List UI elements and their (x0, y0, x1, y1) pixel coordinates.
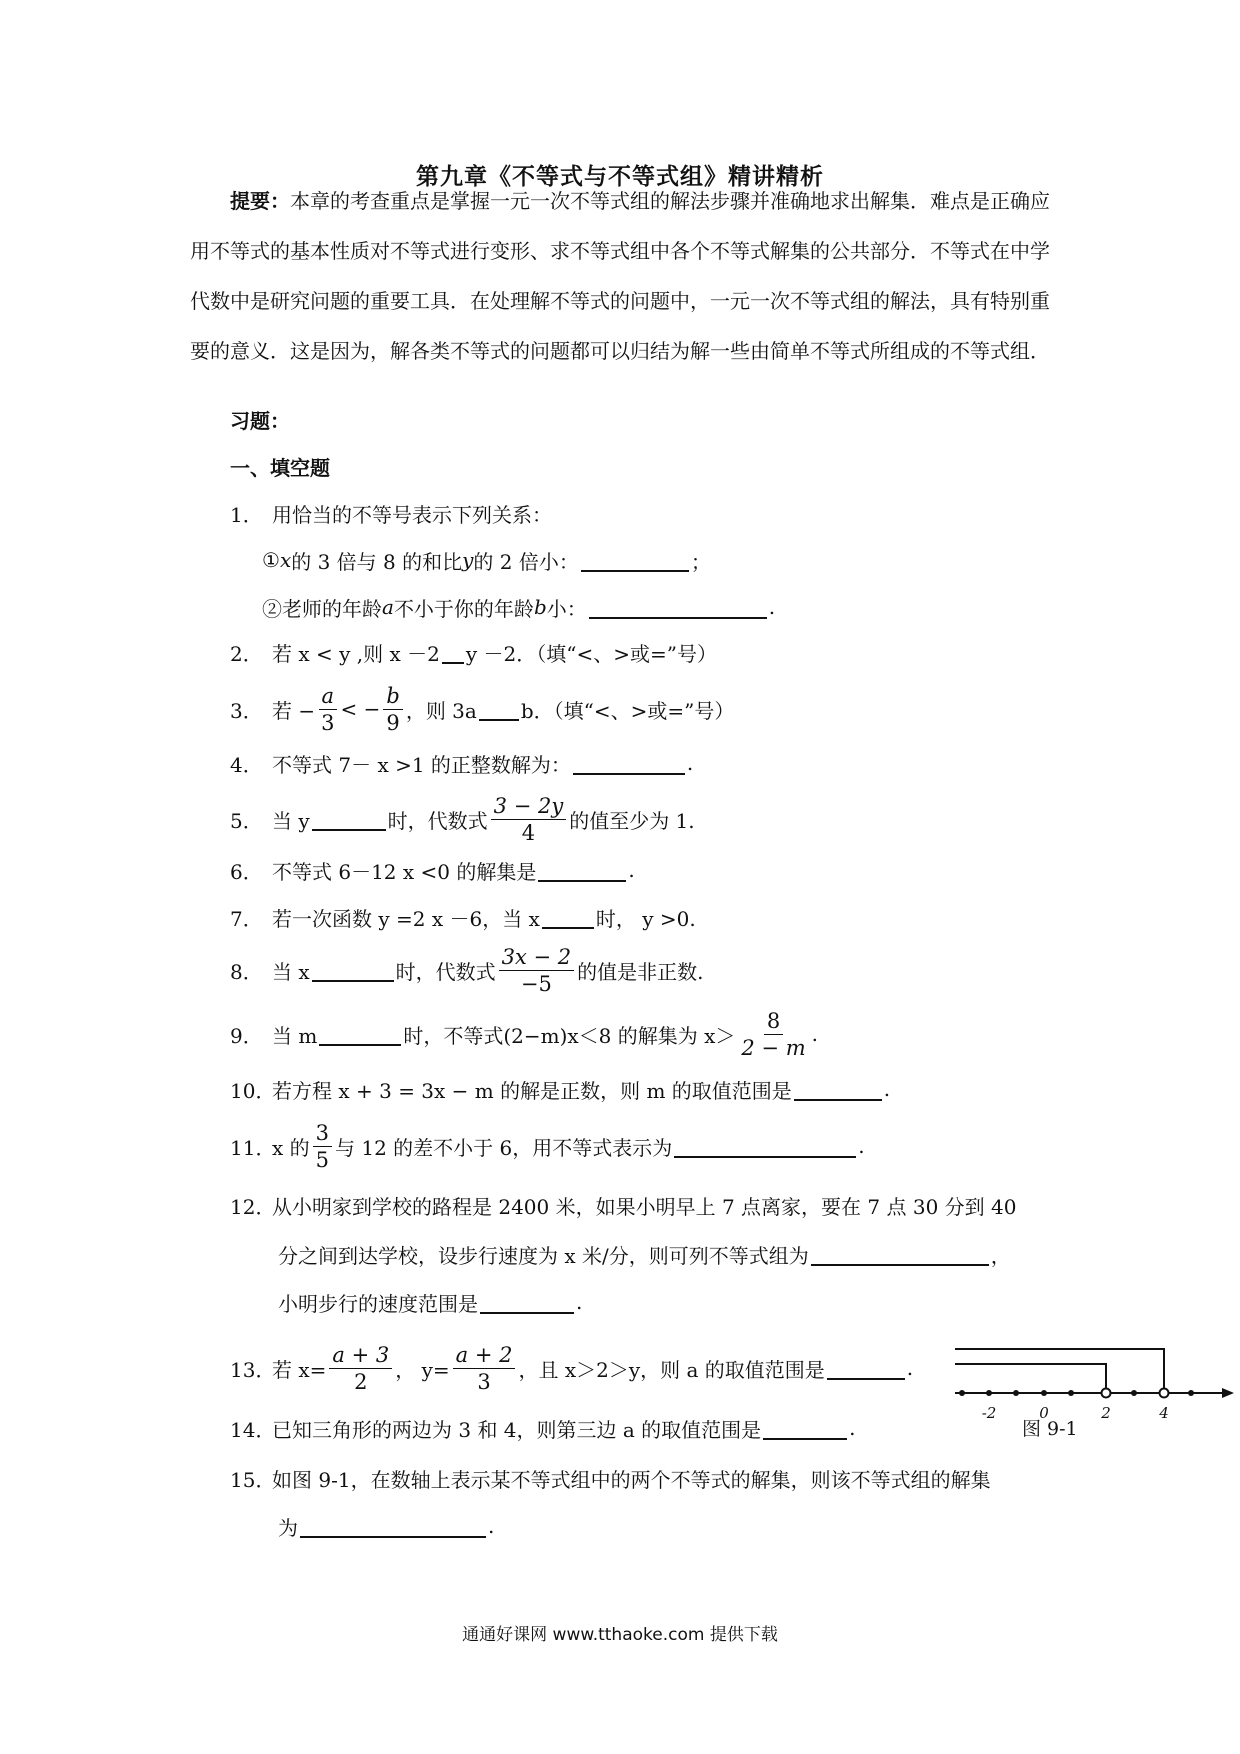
summary-paragraph (190, 176, 1060, 376)
question-1a: ① x 的 3 倍与 8 的和比 y 的 2 倍小： ； (262, 548, 711, 574)
tick-label: -2 (981, 1404, 997, 1422)
tick-mark (1041, 1390, 1047, 1396)
fraction: $\frac{b}{9}$ (383, 683, 402, 736)
fraction: $\frac{3 - 2y}{4}$ (491, 793, 567, 846)
answer-blank[interactable] (319, 1022, 401, 1046)
answer-blank[interactable] (312, 958, 394, 982)
tick-label: 4 (1159, 1404, 1169, 1422)
question-1b: ②老师的年龄 a 不小于你的年龄 b 小： . (262, 595, 776, 621)
answer-blank[interactable] (811, 1242, 989, 1266)
question-15-line2: 为 . (278, 1514, 495, 1540)
answer-blank[interactable] (794, 1077, 882, 1101)
question-2: 2． 若 x < y ,则 x －2 y －2．（填“<、>或=”号） (230, 641, 717, 666)
question-3: 3． 若 − $\frac{a}{3}$ < − $\frac{b}{9}$ ，则 3a b．（填“<、>或=”号） (230, 683, 735, 735)
tick-mark (1068, 1390, 1074, 1396)
exercises-label: 习题： (230, 409, 290, 433)
question-1: 1． 用恰当的不等号表示下列关系： (230, 502, 552, 527)
question-12: 12． 从小明家到学校的路程是 2400 米，如果小明早上 7 点离家，要在 7 点 30 分到 40 (230, 1194, 1017, 1219)
fraction: $\frac{a + 2}{3}$ (453, 1342, 516, 1395)
summary-label: 提要： (230, 189, 290, 213)
question-14: 14． 已知三角形的两边为 3 和 4，则第三边 a 的取值范围是 . (230, 1416, 856, 1442)
answer-blank[interactable] (312, 807, 386, 831)
question-9: 9． 当 m 时，不等式(2−m)x＜8 的解集为 x＞ $\frac{8}{2 - m}$ . (230, 1008, 818, 1060)
tick-mark (1131, 1390, 1137, 1396)
answer-blank[interactable] (581, 548, 689, 572)
tick-label: 0 (1039, 1404, 1049, 1422)
fraction: $\frac{8}{2 - m}$ (741, 1008, 806, 1060)
question-11: 11． x 的 $\frac{3}{5}$ 与 12 的差不小于 6，用不等式表示为 . (230, 1120, 865, 1172)
answer-blank[interactable] (763, 1416, 847, 1440)
question-4: 4． 不等式 7－ x >1 的正整数解为： . (230, 751, 694, 777)
question-10: 10． 若方程 x + 3 = 3x − m 的解是正数，则 m 的取值范围是 . (230, 1077, 891, 1103)
fraction: $\frac{a}{3}$ (318, 683, 337, 736)
section-heading: 一、填空题 (230, 456, 330, 480)
answer-blank[interactable] (674, 1134, 856, 1158)
solution-bracket-x-gt-2 (955, 1364, 1106, 1393)
question-6: 6． 不等式 6－12 x <0 的解集是 . (230, 858, 635, 884)
footer: 通通好课网 www.tthaoke.com 提供下载 (462, 1625, 778, 1645)
tick-label: 2 (1101, 1404, 1111, 1422)
answer-blank[interactable] (589, 595, 767, 619)
tick-marks (959, 1390, 1194, 1396)
tick-mark (959, 1390, 965, 1396)
page-title: 第九章《不等式与不等式组》精讲精析 (416, 164, 824, 190)
question-12-line3: 小明步行的速度范围是 . (278, 1290, 583, 1316)
answer-blank[interactable] (542, 905, 594, 929)
question-13: 13． 若 x= $\frac{a + 3}{2}$ ， y= $\frac{a + 2}{3}$ ，且 x＞2＞y，则 a 的取值范围是 . (230, 1342, 914, 1394)
solution-bracket-x-gt-4 (955, 1349, 1164, 1393)
question-12-line2: 分之间到达学校，设步行速度为 x 米/分，则可列不等式组为 ， (278, 1243, 1011, 1268)
summary-text: 本章的考查重点是掌握一元一次不等式组的解法步骤并准确地求出解集．难点是正确应用不等式的基本性质对不等式进行变形、求不等式组中各个不等式解集的公共部分．不等式在中学代数中是研究问题的重要工具．在处理解不等式的问题中，一元一次不等式组的解法，具有特别重要的意义．这是因为，解各类不等式的问题都可以归结为解一些由简单不等式所组成的不等式组． (190, 189, 1050, 363)
axis-arrow (1222, 1388, 1234, 1398)
tick-mark (1013, 1390, 1019, 1396)
answer-blank[interactable] (479, 697, 519, 721)
question-15: 15． 如图 9-1，在数轴上表示某不等式组中的两个不等式的解集，则该不等式组的解集 (230, 1467, 991, 1492)
answer-blank[interactable] (573, 751, 685, 775)
question-7: 7． 若一次函数 y =2 x －6，当 x 时， y >0. (230, 906, 696, 931)
figure-caption: 图 9-1 (1022, 1418, 1078, 1440)
open-point-2 (1102, 1389, 1111, 1398)
question-8: 8． 当 x 时，代数式 $\frac{3x - 2}{-5}$ 的值是非正数. (230, 944, 704, 996)
answer-blank[interactable] (300, 1514, 486, 1538)
answer-blank[interactable] (442, 640, 464, 664)
question-5: 5． 当 y 时，代数式 $\frac{3 - 2y}{4}$ 的值至少为 1. (230, 793, 695, 845)
open-point-4 (1160, 1389, 1169, 1398)
tick-mark (1188, 1390, 1194, 1396)
answer-blank[interactable] (480, 1290, 574, 1314)
fraction: $\frac{a + 3}{2}$ (329, 1342, 392, 1395)
fraction: $\frac{3}{5}$ (313, 1120, 332, 1173)
answer-blank[interactable] (827, 1356, 905, 1380)
answer-blank[interactable] (538, 858, 626, 882)
tick-mark (986, 1390, 992, 1396)
fraction: $\frac{3x - 2}{-5}$ (499, 944, 575, 997)
